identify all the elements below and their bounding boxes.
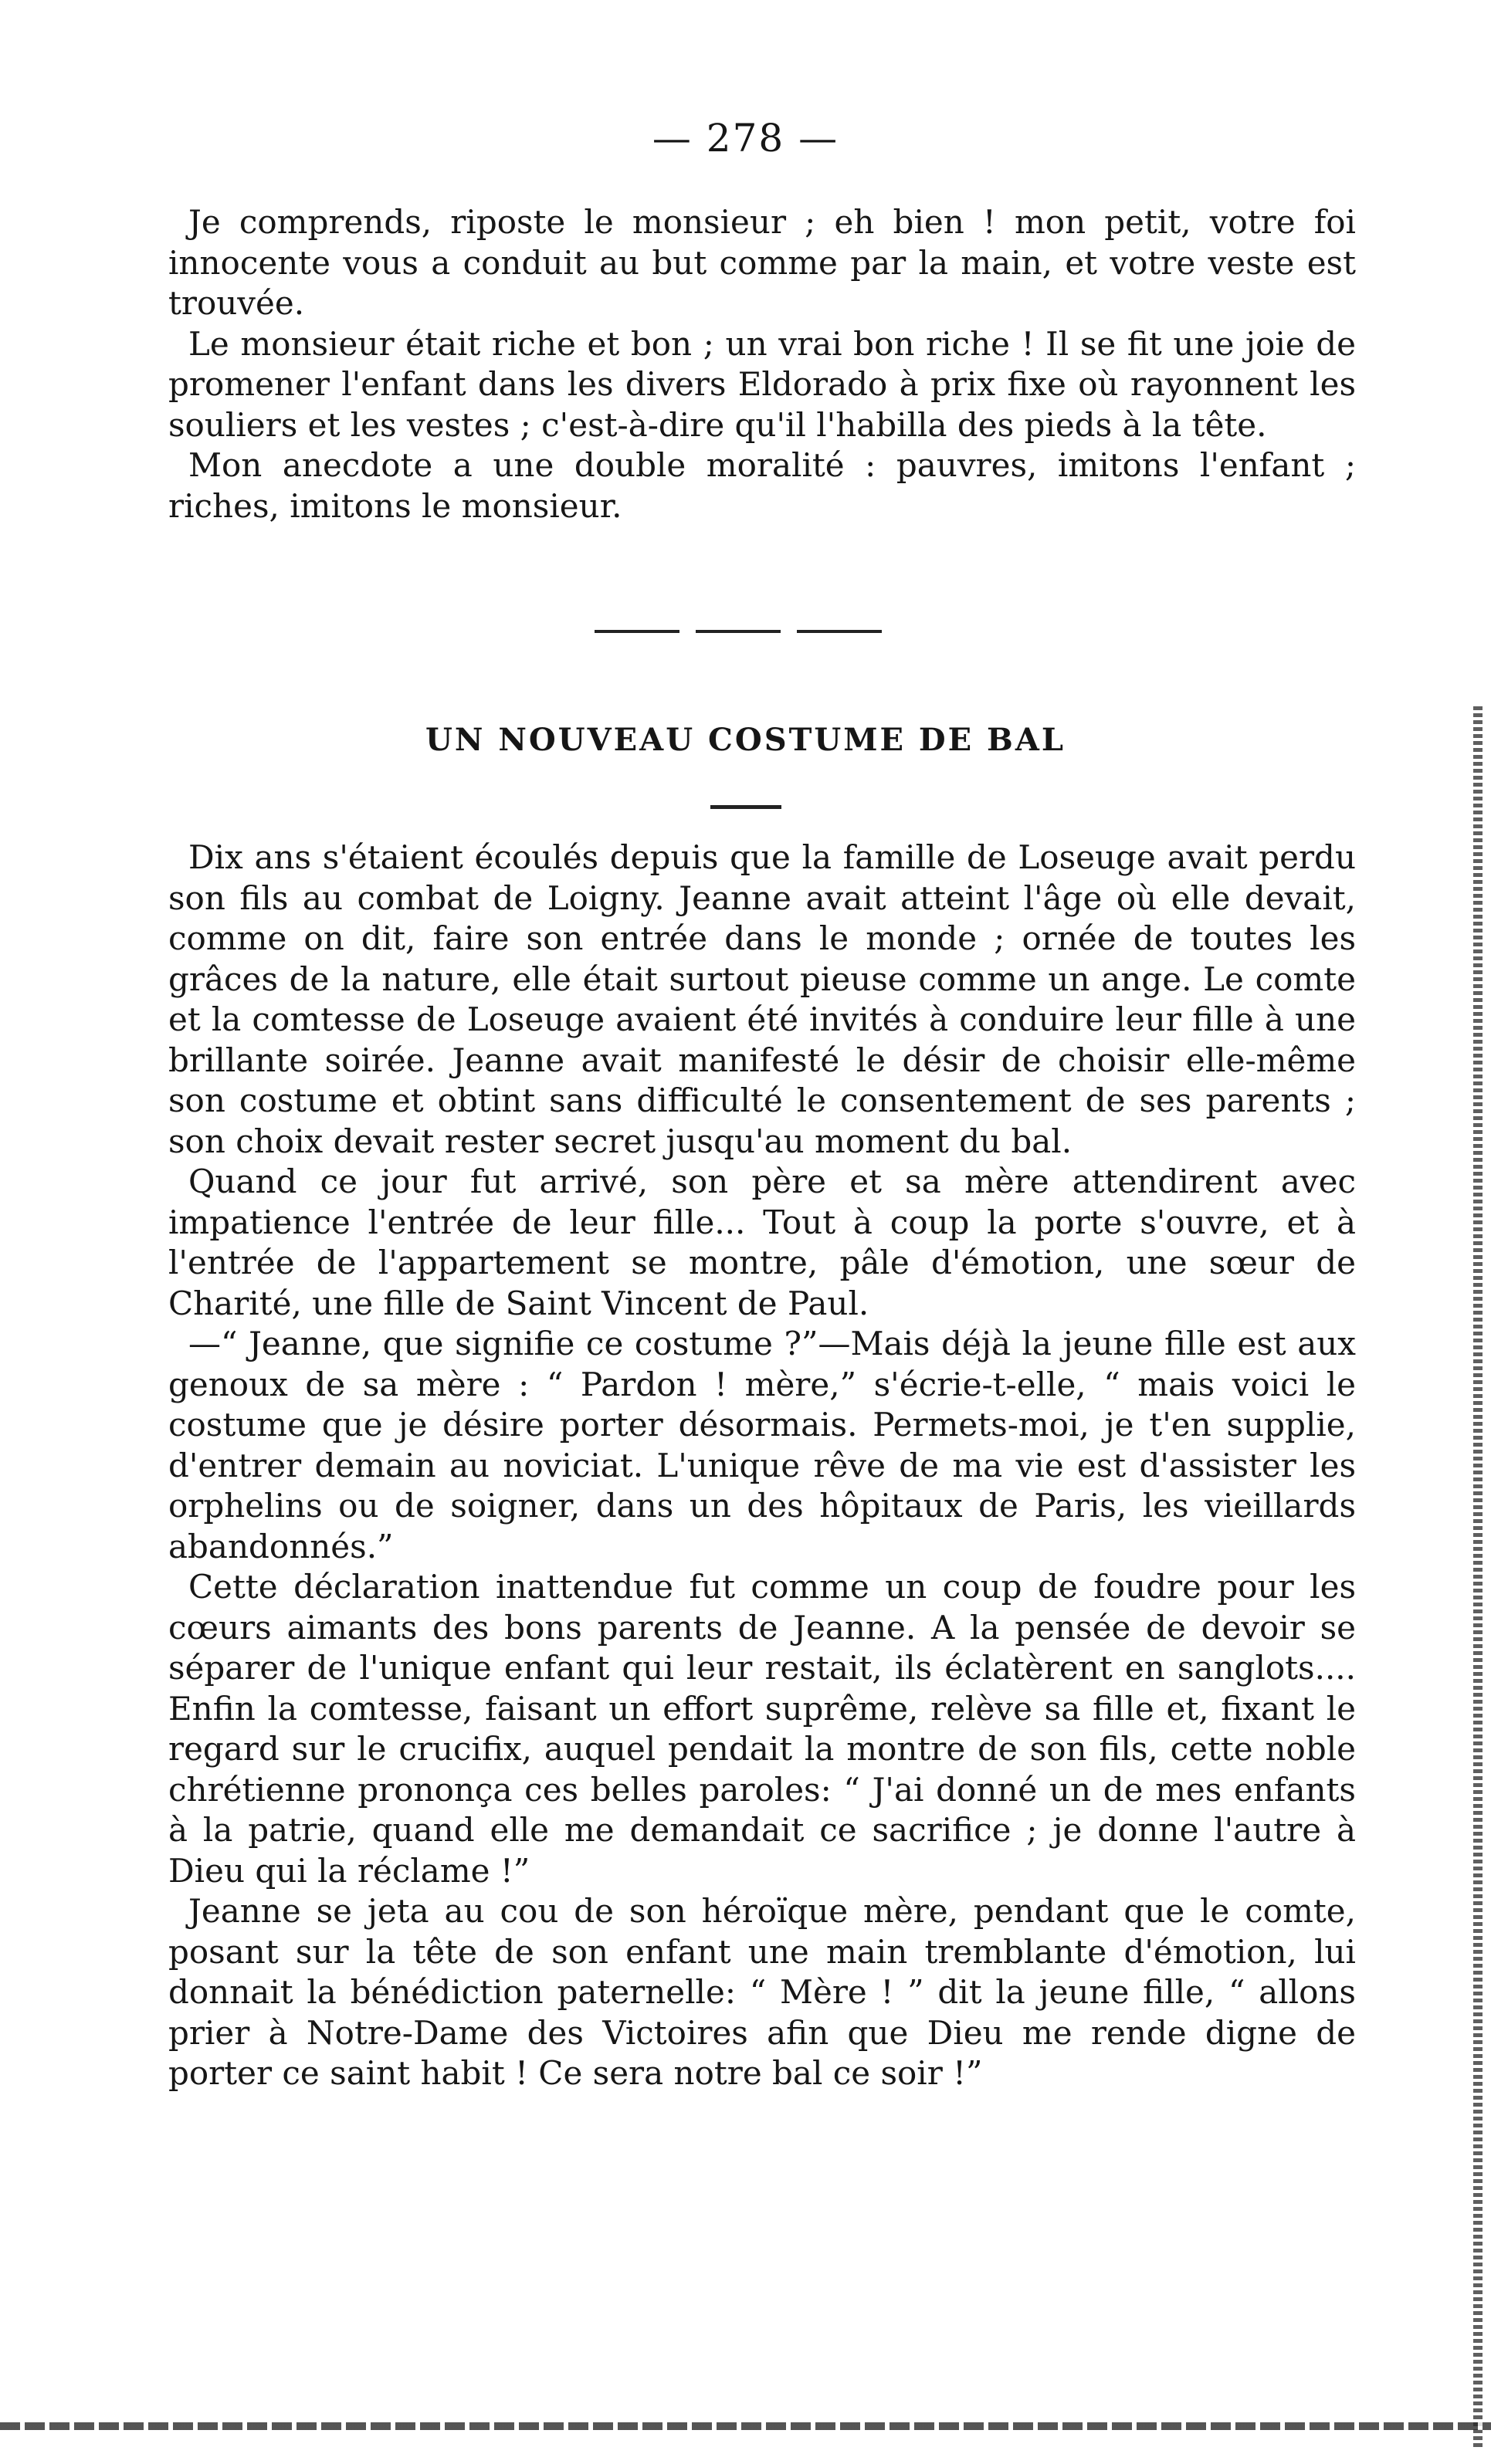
paragraph: Jeanne se jeta au cou de son héroïque mère, pendant que le comte, posant sur la tête de son enfant une main tremblante d'émotion, lui donnait la bénédiction paternelle: “ Mère ! ” dit la jeune fille, “ allons prier à Notre-Dame des Victoires afin que Dieu me rende digne de porter ce saint habit ! Ce sera notre bal ce soir !”: [168, 1892, 1356, 2092]
separator-dash: [595, 630, 679, 633]
section-separator: [595, 630, 882, 635]
paragraph: Cette déclaration inattendue fut comme un coup de foudre pour les cœurs aimants des bons parents de Jeanne. A la pensée de devoir se séparer de l'unique enfant qui leur restait, ils éclatèrent en sanglots.... Enfin la comtesse, faisant un effort suprême, relève sa fille et, fixant le regard sur le crucifix, auquel pendait la montre de son fils, cette noble chrétienne prononça ces belles paroles: “ J'ai donné un de mes enfants à la patrie, quand elle me demandait ce sacrifice ; je donne l'autre à Dieu qui la réclame !”: [168, 1568, 1356, 1890]
intro-text-block: [168, 202, 1356, 526]
paragraph: Mon anecdote a une double moralité : pauvres, imitons l'enfant ; riches, imitons le monsieur.: [168, 446, 1356, 525]
paragraph: Quand ce jour fut arrivé, son père et sa mère attendirent avec impatience l'entrée de leur fille... Tout à coup la porte s'ouvre, et à l'entrée de l'appartement se montre, pâle d'émotion, une sœur de Charité, une fille de Saint Vincent de Paul.: [168, 1163, 1356, 1322]
section-title: UN NOUVEAU COSTUME DE BAL: [425, 722, 1066, 758]
title-underline-rule: [710, 805, 781, 809]
story-text-block: [168, 838, 1356, 2094]
paragraph: Je comprends, riposte le monsieur ; eh bien ! mon petit, votre foi innocente vous a conduit au but comme par la main, et votre veste est trouvée.: [168, 203, 1356, 322]
scan-edge-artifact-right: [1473, 706, 1483, 2447]
separator-dash: [797, 630, 882, 633]
paragraph: —“ Jeanne, que signifie ce costume ?”—Mais déjà la jeune fille est aux genoux de sa mère : “ Pardon ! mère,” s'écrie-t-elle, “ mais voici le costume que je désire porter désormais. Permets-moi, je t'en supplie, d'entrer demain au noviciat. L'unique rêve de ma vie est d'assister les orphelins ou de soigner, dans un des hôpitaux de Paris, les vieillards abandonnés.”: [168, 1325, 1356, 1565]
paragraph: Le monsieur était riche et bon ; un vrai bon riche ! Il se fit une joie de promener l'enfant dans les divers Eldorado à prix fixe où rayonnent les souliers et les vestes ; c'est-à-dire qu'il l'habilla des pieds à la tête.: [168, 324, 1356, 444]
page-number: — 278 —: [652, 116, 839, 161]
separator-dash: [696, 630, 781, 633]
paragraph: Dix ans s'étaient écoulés depuis que la famille de Loseuge avait perdu son fils au combat de Loigny. Jeanne avait atteint l'âge où elle devait, comme on dit, faire son entrée dans le monde ; ornée de toutes les grâces de la nature, elle était surtout pieuse comme un ange. Le comte et la comtesse de Loseuge avaient été invités à conduire leur fille à une brillante soirée. Jeanne avait manifesté le désir de choisir elle-même son costume et obtint sans difficulté le consentement de ses parents ; son choix devait rester secret jusqu'au moment du bal.: [168, 838, 1356, 1160]
scan-edge-artifact-bottom: [0, 2422, 1491, 2430]
